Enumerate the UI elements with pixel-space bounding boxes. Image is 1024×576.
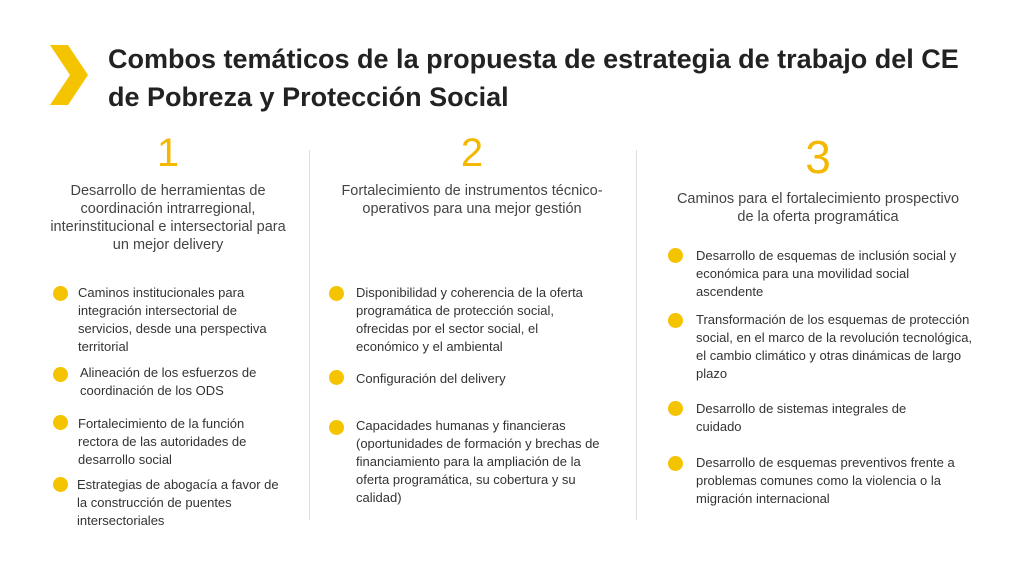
- bullet-dot: [668, 313, 683, 328]
- column-number: 1: [156, 131, 180, 175]
- column-number: 3: [805, 131, 831, 183]
- bullet-dot: [53, 286, 68, 301]
- bullet-dot: [668, 456, 683, 471]
- list-item: Disponibilidad y coherencia de la oferta programática de protección social, ofrecidas por el sector social, el económico y el ambiental: [356, 285, 583, 354]
- bullet-dot: [53, 367, 68, 382]
- column-3: [668, 130, 968, 226]
- list-item: Transformación de los esquemas de protección social, en el marco de la revolución tecnológica, el cambio climático y otras dinámicas de largo plazo: [696, 312, 973, 381]
- list-item: Desarrollo de esquemas preventivos frente a problemas comunes como la violencia o la migración internacional: [696, 455, 955, 506]
- bullet-dot: [53, 415, 68, 430]
- bullet-dot: [668, 248, 683, 263]
- column-heading: Desarrollo de herramientas de coordinación intrarregional, interinstitucional e intersectorial para un mejor delivery: [50, 183, 286, 253]
- column-2: [338, 130, 606, 218]
- list-item: Desarrollo de sistemas integrales de cuidado: [696, 401, 907, 434]
- bullet-dot: [329, 286, 344, 301]
- column-heading: Fortalecimiento de instrumentos técnico-operativos para una mejor gestión: [341, 183, 603, 217]
- column-1: [48, 130, 288, 254]
- bullet-dot: [668, 401, 683, 416]
- chevron-right-icon: [50, 45, 90, 105]
- column-divider: [636, 150, 637, 520]
- bullet-dot: [329, 420, 344, 435]
- list-item: Caminos institucionales para integración intersectorial de servicios, desde una perspectiva territorial: [78, 285, 267, 354]
- column-heading: Caminos para el fortalecimiento prospectivo de la oferta programática: [676, 191, 960, 225]
- page-title: Combos temáticos de la propuesta de estrategia de trabajo del CE de Pobreza y Protección Social: [108, 44, 959, 112]
- column-number: 2: [460, 131, 484, 175]
- list-item: Configuración del delivery: [356, 371, 506, 386]
- list-item: Fortalecimiento de la función rectora de las autoridades de desarrollo social: [78, 416, 247, 467]
- list-item: Capacidades humanas y financieras (oportunidades de formación y brechas de financiamiento para la ampliación de la oferta programática, su cobertura y su calidad): [356, 418, 600, 505]
- list-item: Estrategias de abogacía a favor de la construcción de puentes intersectoriales: [77, 477, 279, 528]
- list-item: Alineación de los esfuerzos de coordinación de los ODS: [80, 365, 257, 398]
- bullet-dot: [53, 477, 68, 492]
- bullet-dot: [329, 370, 344, 385]
- list-item: Desarrollo de esquemas de inclusión social y económica para una movilidad social ascendente: [696, 248, 957, 299]
- column-divider: [309, 150, 310, 520]
